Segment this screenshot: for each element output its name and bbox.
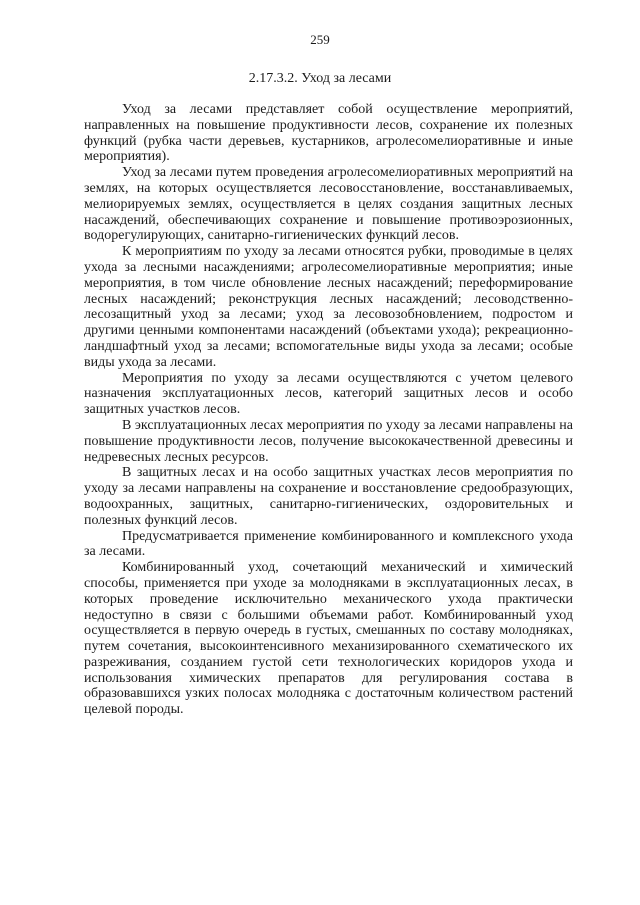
section-title: 2.17.3.2. Уход за лесами	[248, 71, 392, 86]
page-number: 259	[310, 32, 330, 47]
paragraph: В эксплуатационных лесах мероприятия по уходу за лесами направлены на повышение продуктивности лесов, получение высококачественной древесины и недревесных лесных ресурсов.	[84, 417, 573, 465]
paragraph: Комбинированный уход, сочетающий механический и химический способы, применяется при уходе за молодняками в эксплуатационных лесах, в которых проведение исключительно механического ухода практически недоступно в связи с большими объемами работ. Комбинированный уход осуществляется в первую очередь в густых, смешанных по составу молодняках, путем сочетания, высокоинтенсивного механизированного схематического их разреживания, созданием густой сети технологических коридоров ухода и использования химических препаратов для регулирования состава в образовавшихся узких полосах молодняка с достаточным количеством растений целевой породы.	[84, 560, 573, 718]
paragraph: В защитных лесах и на особо защитных участках лесов мероприятия по уходу за лесами направлены на сохранение и восстановление средообразующих, водоохранных, защитных, санитарно-гигиенических, оздоровительных и полезных функций лесов.	[84, 465, 573, 528]
paragraph: Предусматривается применение комбинированного и комплексного ухода за лесами.	[84, 528, 573, 560]
body-text	[84, 102, 573, 718]
paragraph: Уход за лесами путем проведения агролесомелиоративных мероприятий на землях, на которых осуществляется лесовосстановление, восстанавливаемых, мелиорируемых землях, осуществляется в целях создания защитных лесных насаждений, обеспечивающих сохранение и повышение противоэрозионных, водорегулирующих, санитарно-гигиенических функций лесов.	[84, 165, 573, 244]
paragraph: К мероприятиям по уходу за лесами относятся рубки, проводимые в целях ухода за лесными насаждениями; агролесомелиоративные мероприятия; иные мероприятия, в том числе обновление лесных насаждений; переформирование лесных насаждений; реконструкция лесных насаждений; лесоводственно-лесозащитный уход за лесами; уход за лесовозобновлением, подростом и другими ценными компонентами насаждений (объектами ухода); рекреационно-ландшафтный уход за лесами; вспомогательные виды ухода за лесами; особые виды ухода за лесами.	[84, 244, 573, 370]
paragraph: Мероприятия по уходу за лесами осуществляются с учетом целевого назначения эксплуатационных лесов, категорий защитных лесов и особо защитных участков лесов.	[84, 370, 573, 418]
paragraph: Уход за лесами представляет собой осуществление мероприятий, направленных на повышение продуктивности лесов, сохранение их полезных функций (рубка части деревьев, кустарников, агролесомелиоративные и иные мероприятия).	[84, 102, 573, 165]
